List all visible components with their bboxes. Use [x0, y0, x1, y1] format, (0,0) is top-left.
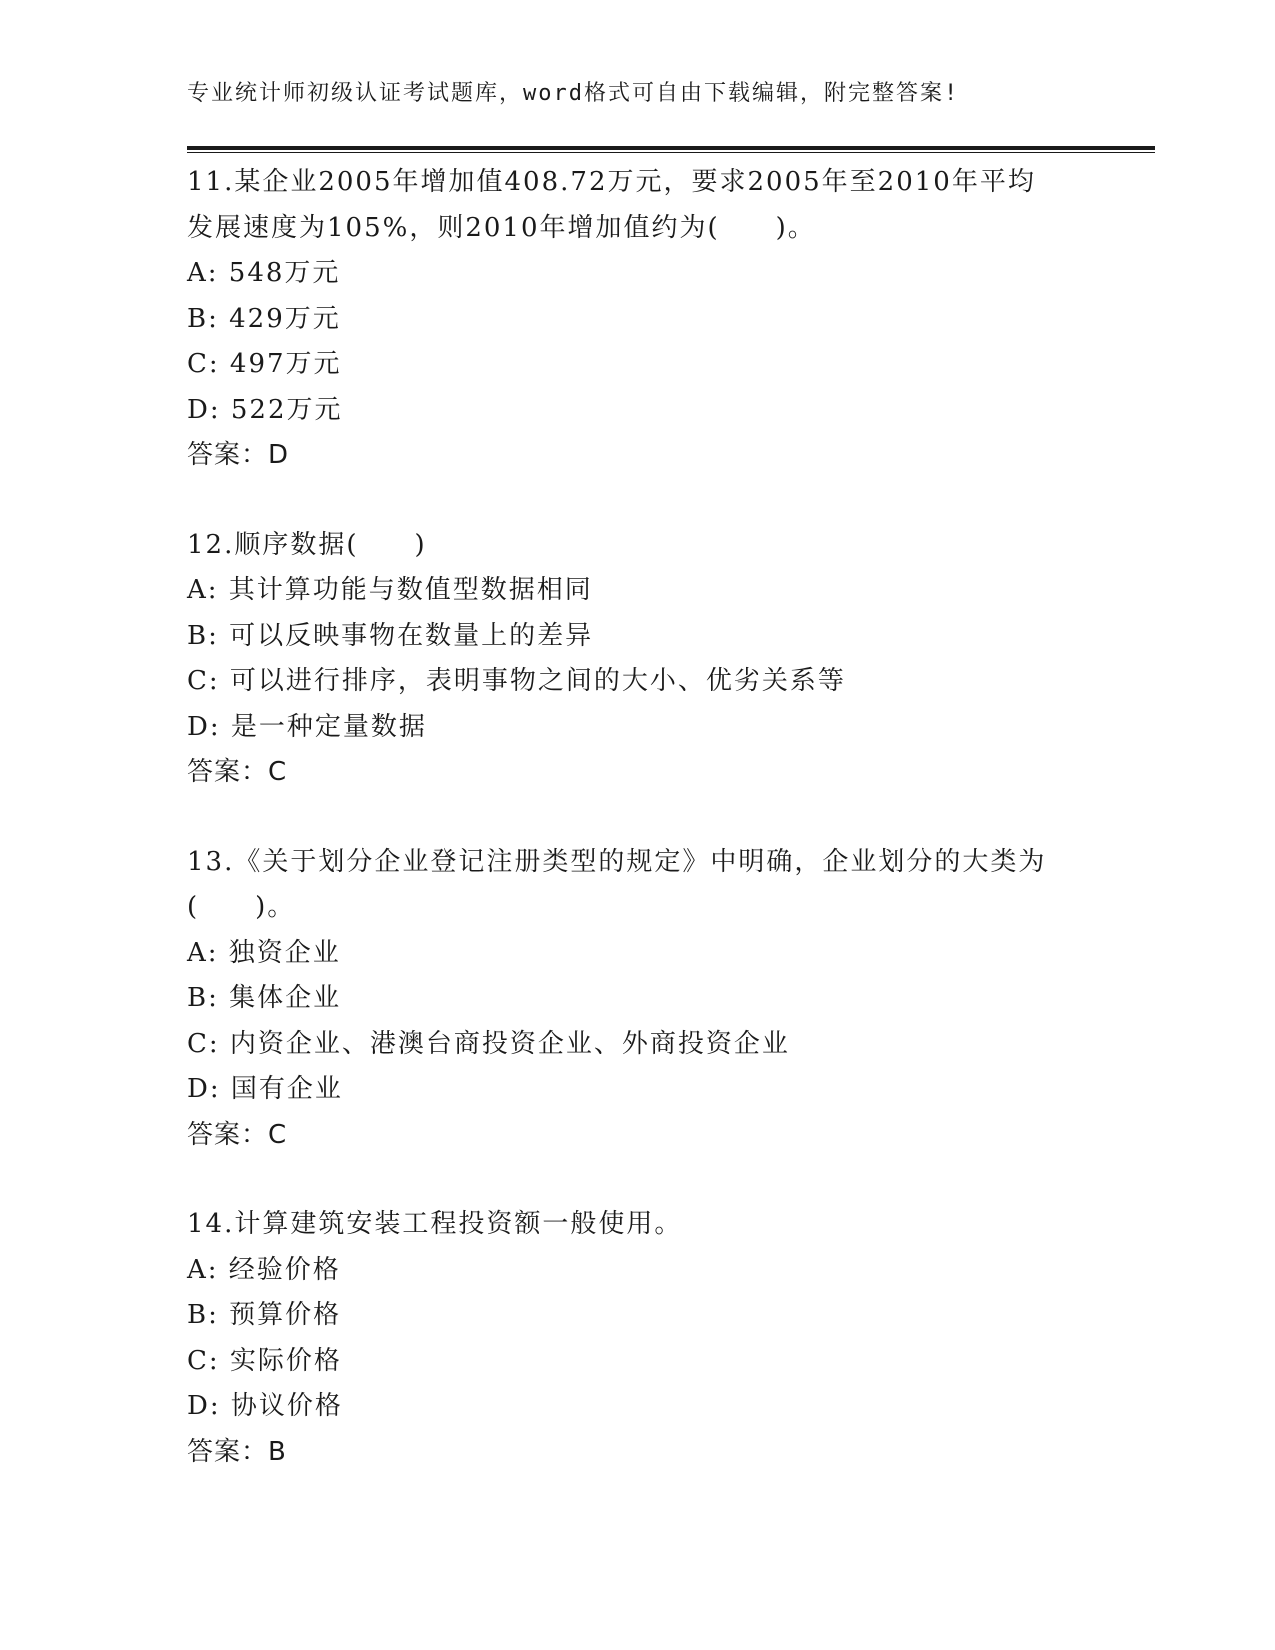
option-c: C: 497万元: [187, 349, 342, 379]
option-d: D: 国有企业: [187, 1074, 343, 1104]
header-rule-thin: [187, 152, 1155, 153]
question-stem-line: 12.顺序数据( ): [187, 529, 427, 560]
option-c: C: 内资企业、港澳台商投资企业、外商投资企业: [187, 1028, 790, 1059]
question-list: [187, 160, 1087, 1519]
option-b: B: 429万元: [187, 303, 341, 334]
option-b: B: 集体企业: [187, 983, 342, 1013]
answer-label: 答案：B: [187, 1436, 287, 1467]
option-b: B: 可以反映事物在数量上的差异: [187, 620, 594, 651]
option-b: B: 预算价格: [187, 1300, 342, 1330]
answer-label: 答案：C: [187, 1119, 288, 1150]
option-a: A: 其计算功能与数值型数据相同: [187, 575, 593, 605]
page-header-text: 专业统计师初级认证考试题库，word格式可自由下载编辑，附完整答案!: [187, 81, 960, 106]
answer-label: 答案：C: [187, 757, 288, 787]
option-a: A: 独资企业: [187, 937, 341, 968]
question-stem-line: 发展速度为105%，则2010年增加值约为( )。: [187, 212, 816, 243]
question-stem-line: ( )。: [187, 892, 296, 922]
option-c: C: 可以进行排序，表明事物之间的大小、优劣关系等: [187, 666, 846, 696]
question-11: [187, 160, 1087, 479]
question-12: [187, 523, 1087, 796]
answer-label: 答案：D: [187, 440, 290, 470]
question-stem-line: 13.《关于划分企业登记注册类型的规定》中明确，企业划分的大类为: [187, 846, 1047, 877]
option-c: C: 实际价格: [187, 1345, 342, 1376]
option-d: D: 522万元: [187, 394, 343, 425]
option-d: D: 是一种定量数据: [187, 711, 427, 742]
option-a: A: 经验价格: [187, 1254, 341, 1285]
option-a: A: 548万元: [187, 258, 341, 288]
question-stem-line: 14.计算建筑安装工程投资额一般使用。: [187, 1209, 683, 1239]
question-13: [187, 840, 1087, 1159]
option-d: D: 协议价格: [187, 1391, 343, 1421]
question-stem-line: 11.某企业2005年增加值408.72万元，要求2005年至2010年平均: [187, 167, 1036, 197]
question-14: [187, 1202, 1087, 1475]
header-rule-thick: [187, 146, 1155, 150]
